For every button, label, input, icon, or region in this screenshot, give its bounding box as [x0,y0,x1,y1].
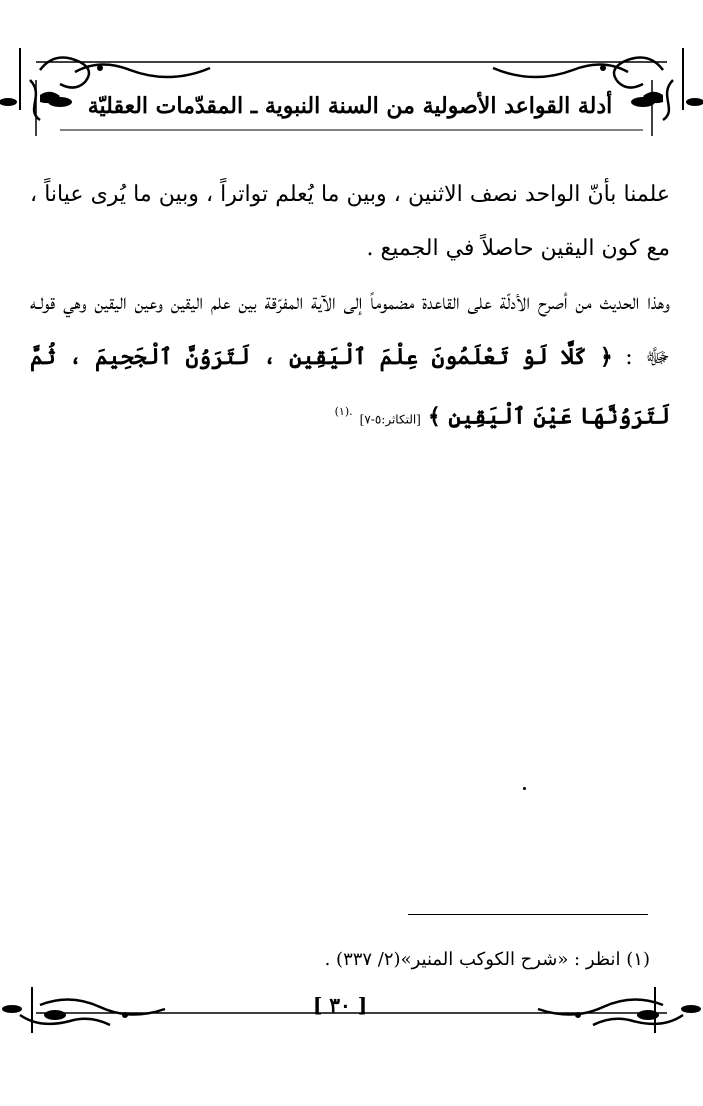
footnote-separator [408,914,648,915]
verse-citation: [التكاثر:٥-٧] [359,412,421,427]
quran-verse: ﴿ كَلَّا لَوْ تَعْلَمُونَ عِلْمَ ٱلْيَقِينِ ، لَتَرَوُنَّ ٱلْجَحِيمَ ، ثُمَّ لَتَرَوُنَّهَا عَيْنَ ٱلْيَقِينِ ﴾ [30,344,670,430]
paragraph-2 [30,276,670,446]
footnote: (١) انظر : «شرح الكوكب المنير»(٢/ ٣٣٧) . [324,949,650,970]
stray-dot [523,787,526,790]
running-title: أدلة القواعد الأصولية من السنة النبوية ـ المقدّمات العقليّة [87,93,613,119]
page-number: [ ٣٠ ] [312,993,368,1017]
bottom-ornament-border [0,985,703,1035]
paragraph-1: علمنا بأنّ الواحد نصف الاثنين ، وبين ما يُعلم تواتراً ، وبين ما يُرى عياناً ، مع كون اليقين حاصلاً في الجميع . [30,182,670,261]
main-text [30,168,670,446]
paragraph-2-intro: وهذا الحديث من أصرح الأدلّة على القاعدة مضموماً إلى الآية المفرّقة بين علم اليقين وعين اليقين وهي قولـه ﷻ : [30,290,671,370]
footnote-marker: .(١) [334,405,353,418]
